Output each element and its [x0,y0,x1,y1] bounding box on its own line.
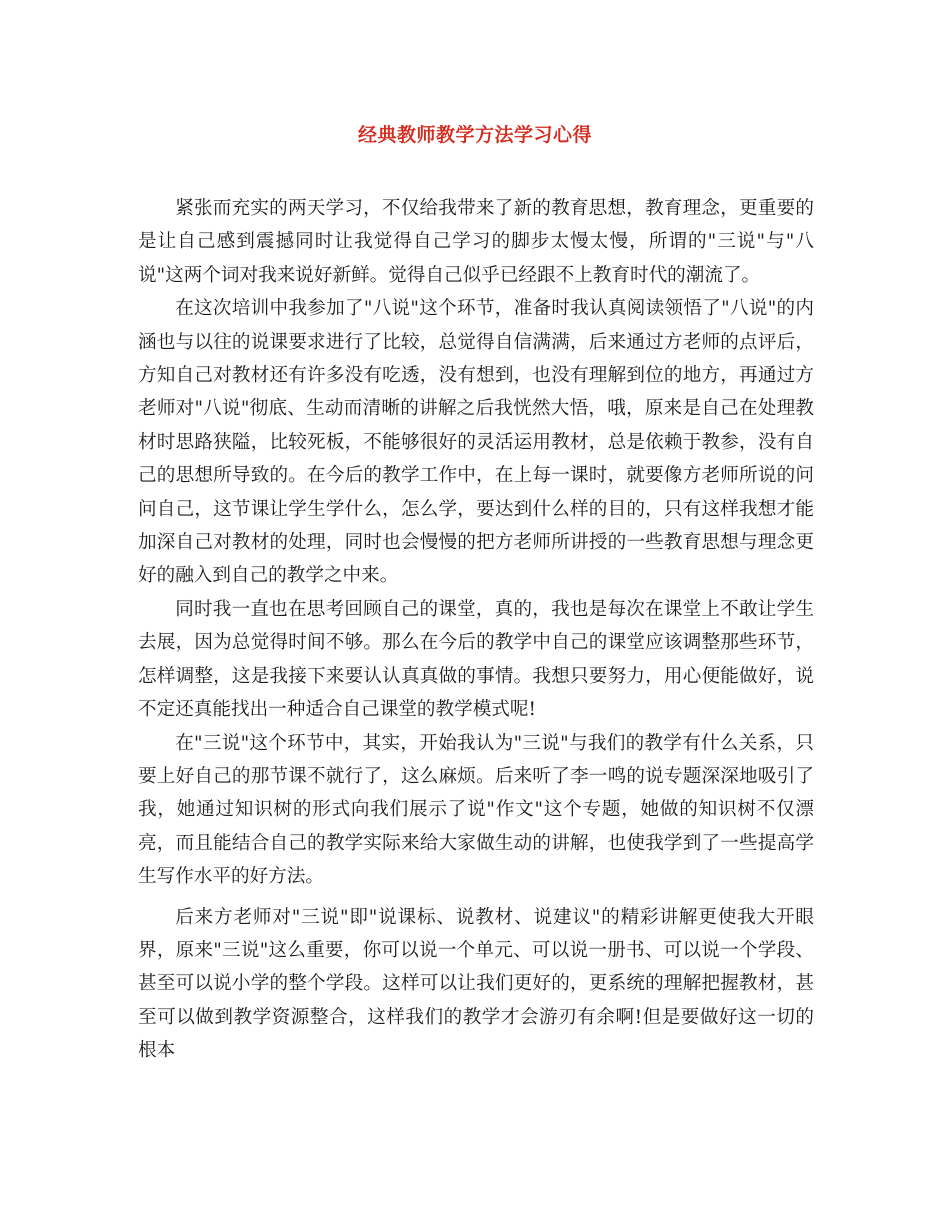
document-body [138,192,814,1068]
document-title: 经典教师教学方法学习心得 [357,124,592,146]
paragraph-2: 在这次培训中我参加了"八说"这个环节，准备时我认真阅读领悟了"八说"的内涵也与以往的说课要求进行了比较，总觉得自信满满，后来通过方老师的点评后，方知自己对教材还有许多没有吃透，没有想到，也没有理解到位的地方，再通过方老师对"八说"彻底、生动而清晰的讲解之后我恍然大悟，哦，原来是自己在处理教材时思路狭隘，比较死板，不能够很好的灵活运用教材，总是依赖于教参，没有自己的思想所导致的。在今后的教学工作中，在上每一课时，就要像方老师所说的问问自己，这节课让学生学什么，怎么学，要达到什么样的目的，只有这样我想才能加深自己对教材的处理，同时也会慢慢的把方老师所讲授的一些教育思想与理念更好的融入到自己的教学之中来。 [138,298,814,587]
paragraph-3: 同时我一直也在思考回顾自己的课堂，真的，我也是每次在课堂上不敢让学生去展，因为总觉得时间不够。那么在今后的教学中自己的课堂应该调整那些环节，怎样调整，这是我接下来要认认真真做的事情。我想只要努力，用心便能做好，说不定还真能找出一种适合自己课堂的教学模式呢! [138,598,814,721]
paragraph-1: 紧张而充实的两天学习，不仅给我带来了新的教育思想，教育理念，更重要的是让自己感到震撼同时让我觉得自己学习的脚步太慢太慢，所谓的"三说"与"八说"这两个词对我来说好新鲜。觉得自己似乎已经跟不上教育时代的潮流了。 [138,198,814,286]
paragraph-5: 后来方老师对"三说"即"说课标、说教材、说建议"的精彩讲解更使我大开眼界，原来"三说"这么重要，你可以说一个单元、可以说一册书、可以说一个学段、甚至可以说小学的整个学段。这样可以让我们更好的，更系统的理解把握教材，甚至可以做到教学资源整合，这样我们的教学才会游刃有余啊!但是要做好这一切的根本 [138,906,814,1062]
paragraph-4: 在"三说"这个环节中，其实，开始我认为"三说"与我们的教学有什么关系，只要上好自己的那节课不就行了，这么麻烦。后来听了李一鸣的说专题深深地吸引了我，她通过知识树的形式向我们展示了说"作文"这个专题，她做的知识树不仅漂亮，而且能结合自己的教学实际来给大家做生动的讲解，也使我学到了一些提高学生写作水平的好方法。 [138,732,814,888]
